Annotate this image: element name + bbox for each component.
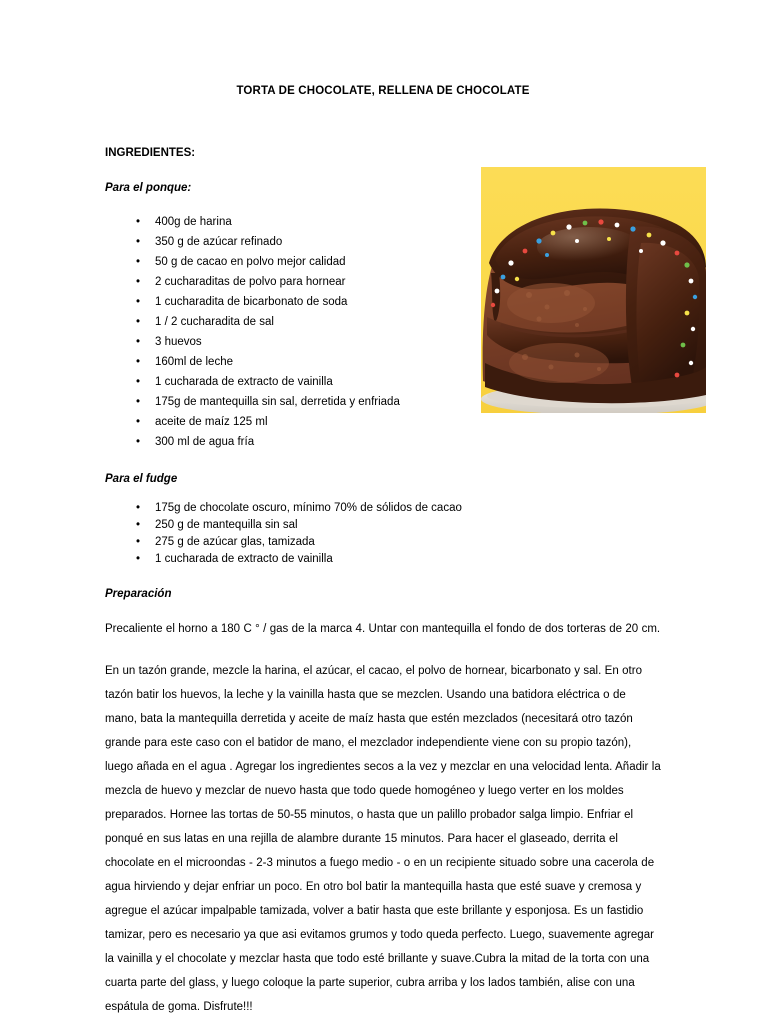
bullet-icon: • [136,416,141,428]
list-item [105,500,661,517]
ingredient-text: 300 ml de agua fría [155,436,255,448]
list-item [105,352,661,372]
preparation-paragraph-1: Precaliente el horno a 180 C ° / gas de la marca 4. Untar con mantequilla el fondo de dos torteras de 20 cm. [105,623,661,635]
page-title: TORTA DE CHOCOLATE, RELLENA DE CHOCOLATE [236,85,530,97]
list-item [105,292,661,312]
cake-ingredients-list [105,212,661,452]
bullet-icon: • [136,502,141,514]
ingredient-text: 2 cucharaditas de polvo para hornear [155,276,346,288]
list-item [105,232,661,252]
bullet-icon: • [136,356,141,368]
list-item [105,372,661,392]
list-item [105,551,661,568]
bullet-icon: • [136,256,141,268]
ingredient-text: 3 huevos [155,336,202,348]
ingredient-text: 175g de mantequilla sin sal, derretida y enfriada [155,396,400,408]
list-item [105,332,661,352]
ingredient-text: aceite de maíz 125 ml [155,416,268,428]
ingredient-text: 160ml de leche [155,356,233,368]
bullet-icon: • [136,436,141,448]
document-content [105,84,661,1019]
fudge-ingredients-list [105,500,661,568]
list-item [105,252,661,272]
list-item [105,392,661,412]
ingredient-text: 250 g de mantequilla sin sal [155,519,298,531]
list-item [105,432,661,452]
bullet-icon: • [136,336,141,348]
list-item [105,534,661,551]
ingredient-text: 1 / 2 cucharadita de sal [155,316,274,328]
ingredient-text: 400g de harina [155,216,232,228]
list-item [105,412,661,432]
bullet-icon: • [136,396,141,408]
bullet-icon: • [136,519,141,531]
list-item [105,272,661,292]
bullet-icon: • [136,536,141,548]
ingredient-text: 1 cucharadita de bicarbonato de soda [155,296,348,308]
ingredient-text: 175g de chocolate oscuro, mínimo 70% de sólidos de cacao [155,502,462,514]
list-item [105,212,661,232]
bullet-icon: • [136,553,141,565]
list-item [105,312,661,332]
bullet-icon: • [136,236,141,248]
list-item [105,517,661,534]
ingredient-text: 1 cucharada de extracto de vainilla [155,553,333,565]
cake-subheading: Para el ponque: [105,182,192,194]
ingredient-text: 350 g de azúcar refinado [155,236,283,248]
ingredients-heading: INGREDIENTES: [105,147,196,159]
ingredient-text: 275 g de azúcar glas, tamizada [155,536,315,548]
fudge-subheading: Para el fudge [105,473,178,485]
bullet-icon: • [136,376,141,388]
bullet-icon: • [136,276,141,288]
bullet-icon: • [136,296,141,308]
bullet-icon: • [136,216,141,228]
ingredient-text: 1 cucharada de extracto de vainilla [155,376,333,388]
bullet-icon: • [136,316,141,328]
preparation-heading: Preparación [105,588,172,600]
ingredient-text: 50 g de cacao en polvo mejor calidad [155,256,346,268]
preparation-paragraph-2: En un tazón grande, mezcle la harina, el azúcar, el cacao, el polvo de hornear, bicarbonato y sal. En otro tazón batir los huevos, la leche y la vainilla hasta que se mezclen. Usando una batidora eléctrica o de mano, bata la mantequilla derretida y aceite de maíz hasta que estén mezclados (necesitará otro tazón grande para este caso con el batidor de mano, el mezclador independiente viene con su propio tazón), luego añada en el agua . Agregar los ingredientes secos a la vez y mezclar en una velocidad lenta. Añadir la mezcla de huevo y mezclar de nuevo hasta que todo quede homogéneo y luego verter en los moldes preparados. Hornee las tortas de 50-55 minutos, o hasta que un palillo probador salga limpio. Enfriar el ponqué en sus latas en una rejilla de alambre durante 15 minutos. Para hacer el glaseado, derrita el chocolate en el microondas - 2-3 minutos a fuego medio - o en un recipiente situado sobre una cacerola de agua hirviendo y dejar enfriar un poco. En otro bol batir la mantequilla hasta que esté suave y cremosa y agregue el azúcar impalpable tamizada, volver a batir hasta que este brillante y esponjosa. Es un fastidio tamizar, pero es necesario ya que asi evitamos grumos y todo queda perfecto. Luego, suavemente agregar la vainilla y el chocolate y mezclar hasta que todo esté brillante y suave.Cubra la mitad de la torta con una cuarta parte del glass, y luego coloque la parte superior, cubra arriba y los lados también, alise con una espátula de goma. Disfrute!!! [105,665,661,1013]
